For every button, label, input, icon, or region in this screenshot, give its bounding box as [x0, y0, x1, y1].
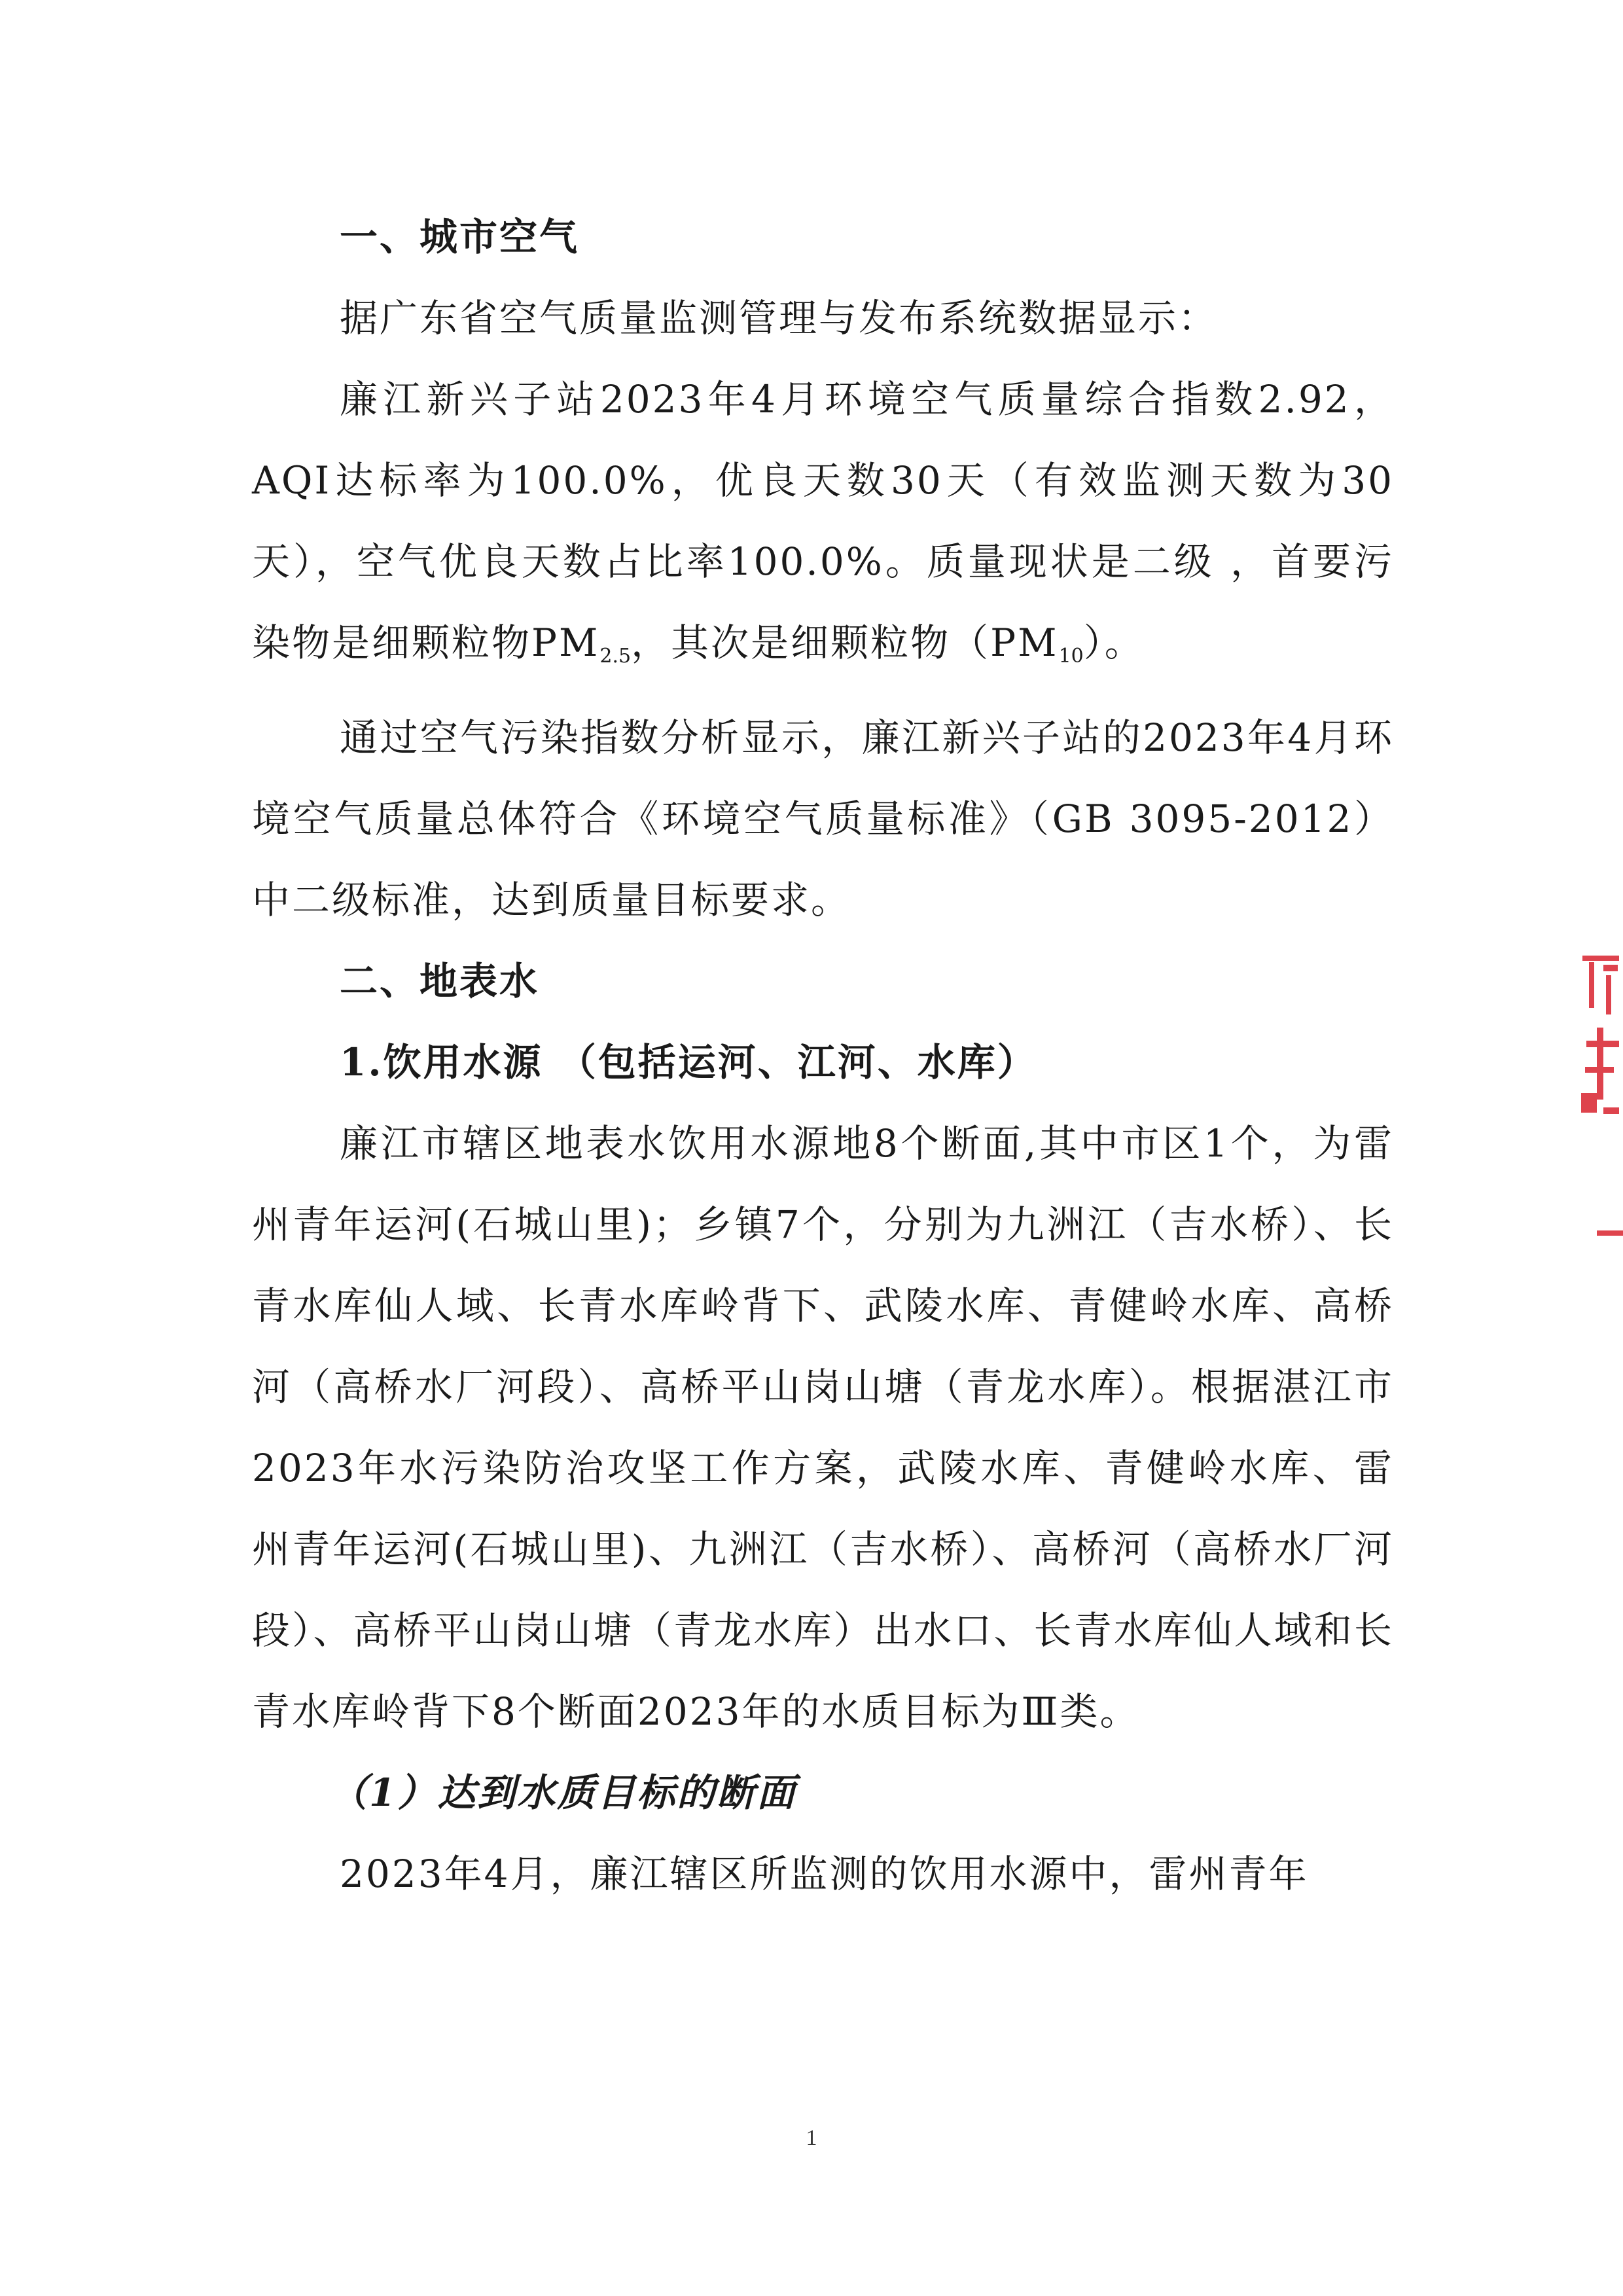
pm25-subscript: 2.5 [599, 645, 632, 668]
subheading-target-met: （1）达到水质目标的断面 [329, 1770, 797, 1815]
subheading-drinking-water: 1.饮用水源 （包括运河、江河、水库） [340, 1040, 1037, 1085]
text-segment: 廉江新兴子站2023年4月环境空气质量综合指数2.92，AQI达标率为100.0%，优良天数30天（有效监测天数为30天），空气优良天数占比率100.0%。质量现状是二级 ，首要污染物是细颗粒物PM [252, 377, 1394, 665]
paragraph-air-analysis: 通过空气污染指数分析显示，廉江新兴子站的2023年4月环境空气质量总体符合《环境空气质量标准》（GB 3095-2012）中二级标准，达到质量目标要求。 [252, 715, 1394, 922]
page-number: 1 [806, 2126, 817, 2150]
seal-stamp-edge [1577, 942, 1623, 1257]
paragraph-air-quality [252, 359, 1394, 697]
text-segment: ）。 [1083, 620, 1145, 665]
paragraph-water-sources: 廉江市辖区地表水饮用水源地8个断面,其中市区1个，为雷州青年运河(石城山里)；乡镇7个，分别为九洲江（吉水桥）、长青水库仙人域、长青水库岭背下、武陵水库、青健岭水库、高桥河（高桥水厂河段）、高桥平山岗山塘（青龙水库）。根据湛江市2023年水污染防治攻坚工作方案，武陵水库、青健岭水库、雷州青年运河(石城山里)、九洲江（吉水桥）、高桥河（高桥水厂河段）、高桥平山岗山塘（青龙水库）出水口、长青水库仙人域和长青水库岭背下8个断面2023年的水质目标为Ⅲ类。 [252, 1121, 1394, 1734]
paragraph-intro: 据广东省空气质量监测管理与发布系统数据显示： [340, 296, 1219, 340]
document-body [252, 196, 1394, 1914]
section-heading-air: 一、城市空气 [340, 215, 580, 259]
paragraph-april-2023: 2023年4月，廉江辖区所监测的饮用水源中，雷州青年 [340, 1852, 1309, 1896]
pm10-subscript: 10 [1058, 645, 1084, 668]
section-heading-water: 二、地表水 [340, 959, 540, 1003]
text-segment: ，其次是细颗粒物（PM [631, 620, 1059, 665]
